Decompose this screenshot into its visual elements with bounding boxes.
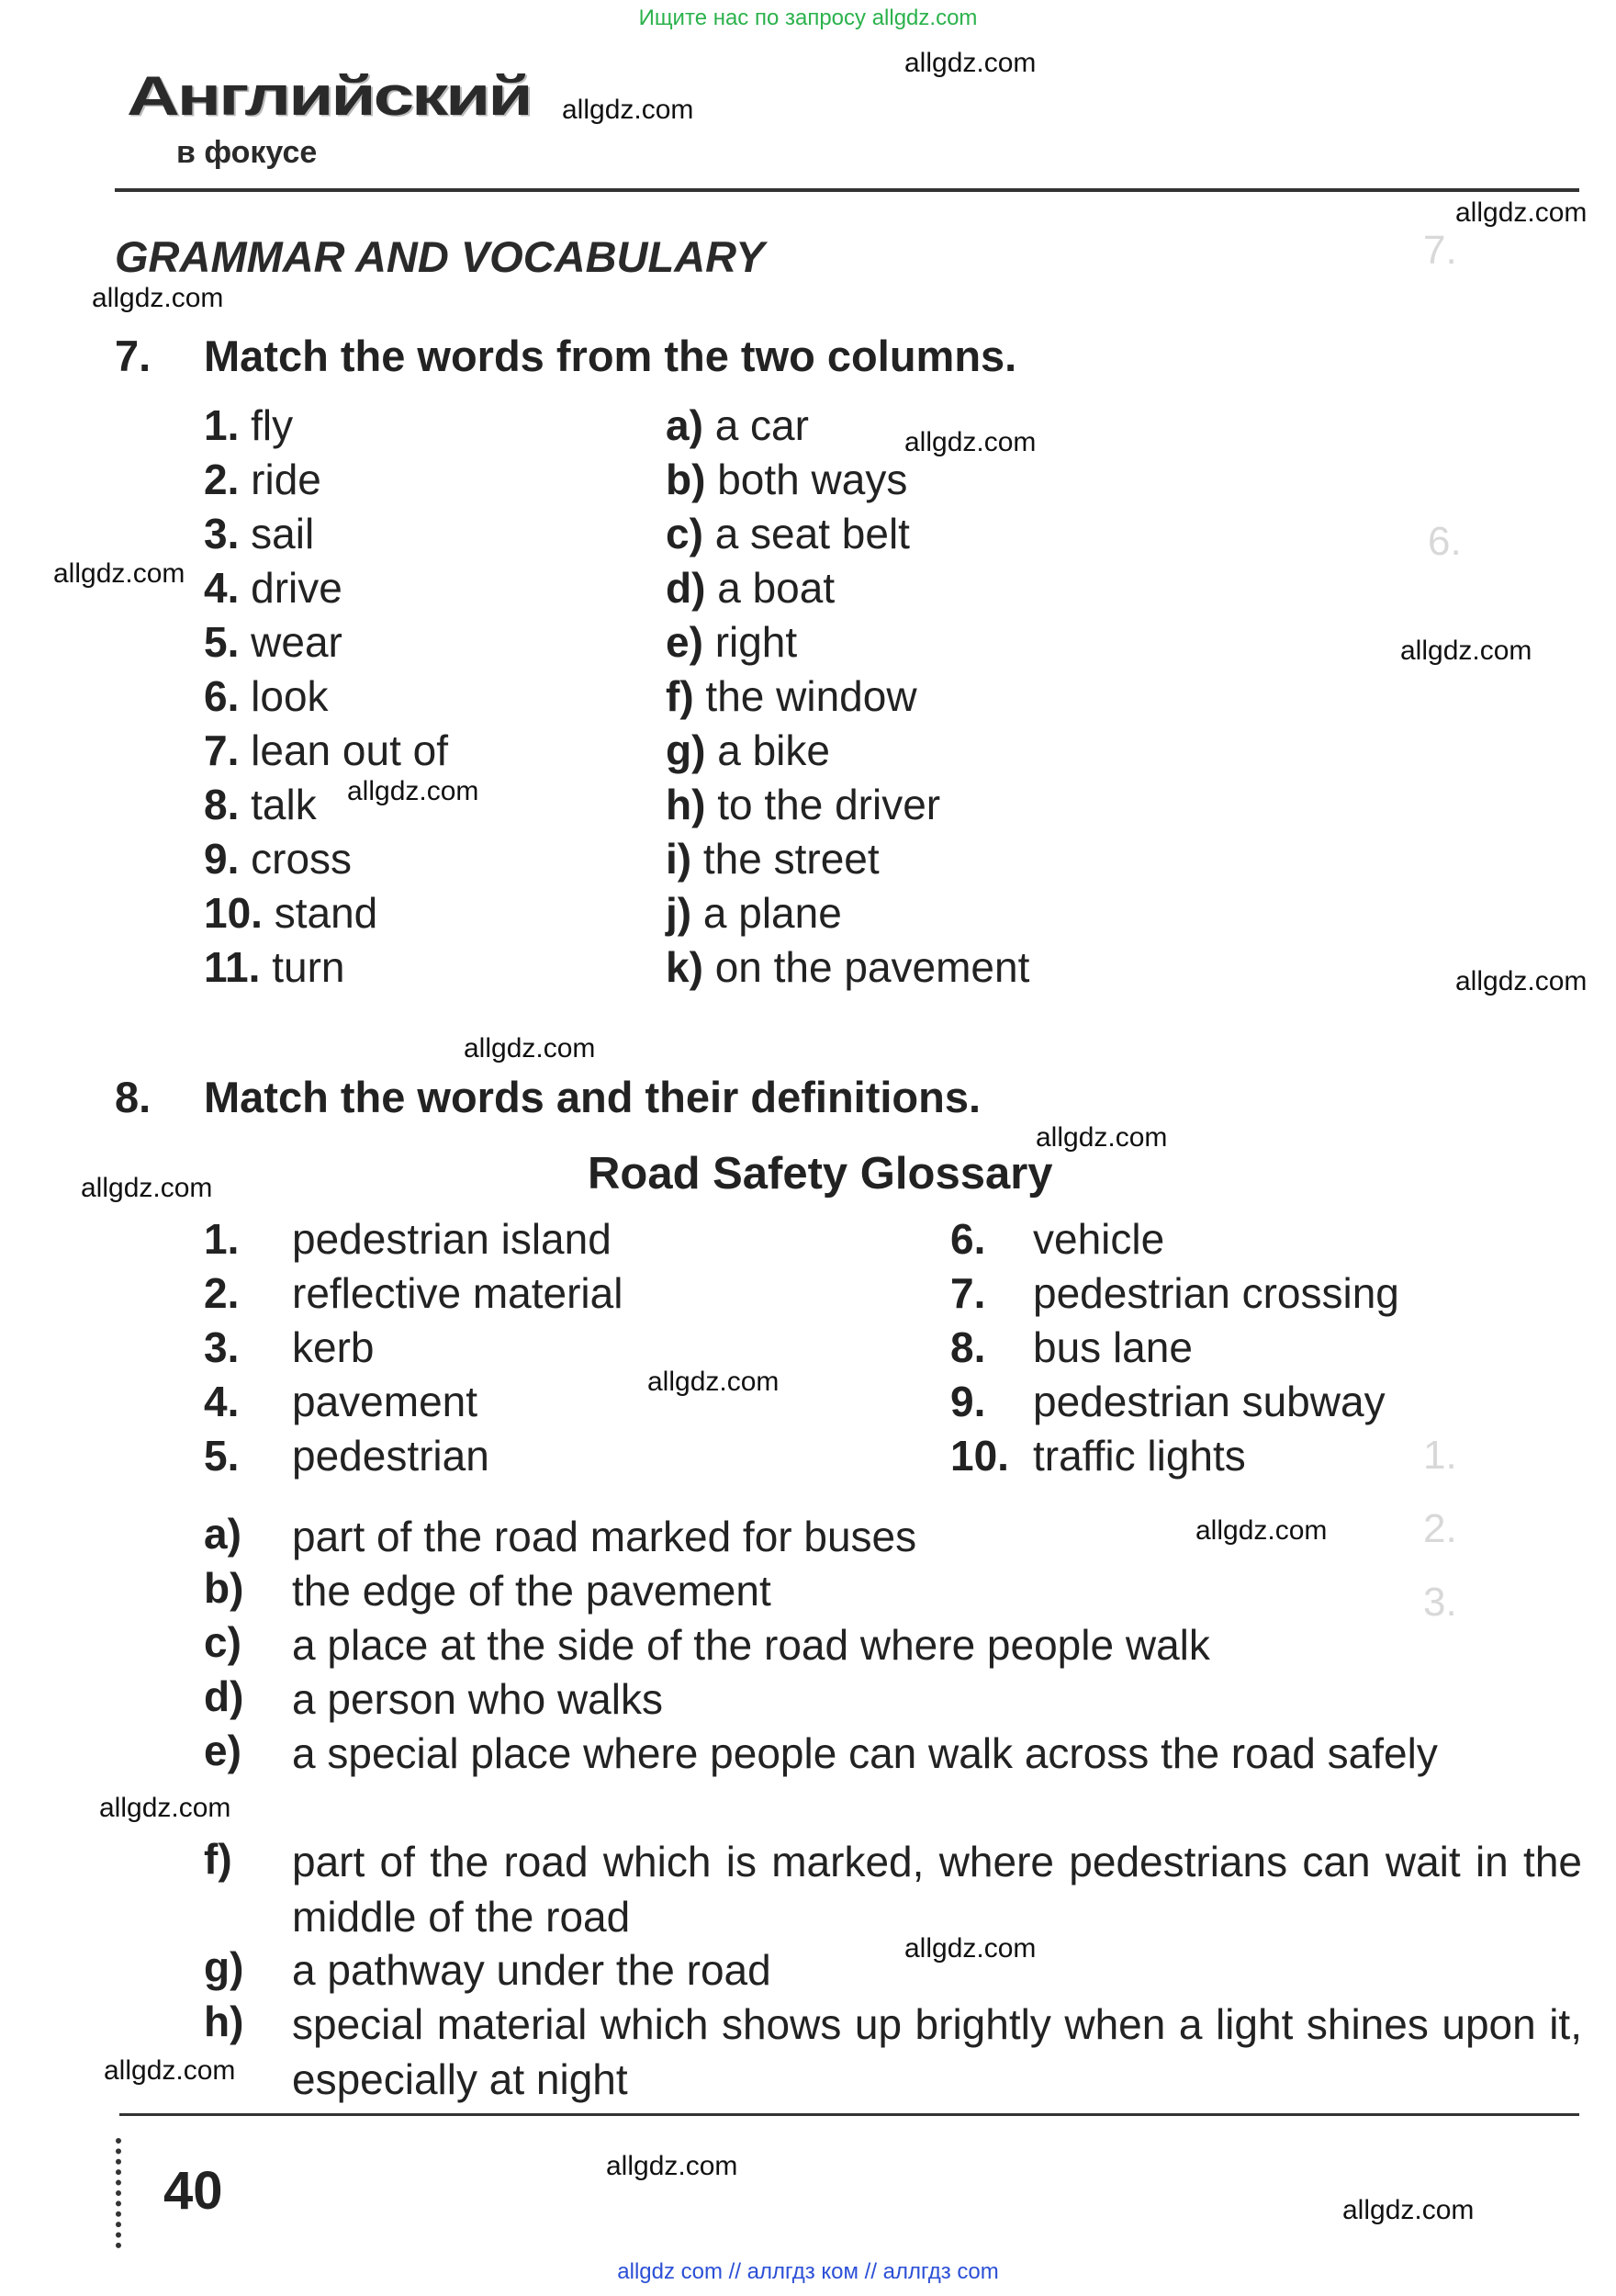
section-title: GRAMMAR AND VOCABULARY xyxy=(115,232,765,281)
match-right-item: d) a boat xyxy=(666,564,836,612)
definition-text: a pathway under the road xyxy=(292,1946,771,1994)
watermark-text: allgdz.com xyxy=(1455,966,1588,996)
glossary-term-text: pedestrian crossing xyxy=(1033,1269,1399,1317)
match-left-item: 5. wear xyxy=(204,618,342,666)
glossary-term: 5. xyxy=(204,1432,240,1480)
watermark-text: allgdz.com xyxy=(1400,636,1532,666)
watermark-text: allgdz.com xyxy=(562,95,694,125)
definition-letter: e) xyxy=(204,1727,241,1774)
definition-letter: g) xyxy=(204,1943,244,1991)
watermark-text: allgdz.com xyxy=(1342,2195,1475,2225)
match-left-item: 4. drive xyxy=(204,564,342,612)
match-left-item: 7. lean out of xyxy=(204,726,448,774)
match-right-item: j) a plane xyxy=(666,889,842,937)
watermark-text: allgdz.com xyxy=(1195,1515,1328,1546)
footer-rule xyxy=(119,2113,1579,2116)
glossary-term: 10. xyxy=(950,1432,1009,1480)
watermark-text: allgdz.com xyxy=(904,48,1037,78)
match-right-item: b) both ways xyxy=(666,456,908,503)
glossary-term: 7. xyxy=(950,1269,986,1317)
exercise-8-number: 8. xyxy=(115,1073,152,1121)
watermark-text: allgdz.com xyxy=(92,283,224,313)
bottom-banner[interactable]: allgdz com // аллгдз ком // аллгдз com xyxy=(617,2259,999,2284)
glossary-term: 8. xyxy=(950,1323,986,1371)
match-left-item: 10. stand xyxy=(204,889,378,937)
logo-subtitle: в фокусе xyxy=(176,135,318,170)
match-right-item: c) a seat belt xyxy=(666,510,910,557)
glossary-term: 3. xyxy=(204,1323,240,1371)
show-through-text: 6. xyxy=(1428,519,1462,564)
footer-dots xyxy=(116,2138,129,2248)
watermark-text: allgdz.com xyxy=(647,1367,780,1397)
watermark-text: allgdz.com xyxy=(904,1933,1037,1964)
watermark-text: allgdz.com xyxy=(347,776,479,806)
match-left-item: 3. sail xyxy=(204,510,315,557)
definition-text: a special place where people can walk across the road safely xyxy=(292,1729,1438,1777)
match-left-item: 8. talk xyxy=(204,781,317,828)
glossary-term-text: pavement xyxy=(292,1378,478,1425)
glossary-term-text: pedestrian subway xyxy=(1033,1378,1386,1425)
watermark-text: allgdz.com xyxy=(1036,1122,1168,1153)
match-left-item: 9. cross xyxy=(204,835,353,883)
match-right-item: g) a bike xyxy=(666,726,830,774)
watermark-text: allgdz.com xyxy=(99,1793,231,1823)
match-right-item: a) a car xyxy=(666,401,809,449)
match-right-item: h) to the driver xyxy=(666,781,941,828)
logo-title: Английский xyxy=(127,64,531,127)
watermark-text: allgdz.com xyxy=(904,427,1037,457)
exercise-7-number: 7. xyxy=(115,332,152,380)
watermark-text: allgdz.com xyxy=(53,558,185,589)
definition-text: a person who walks xyxy=(292,1675,663,1723)
glossary-title: Road Safety Glossary xyxy=(588,1149,1053,1199)
definition-text: part of the road marked for buses xyxy=(292,1513,917,1560)
definition-text: part of the road which is marked, where pedestrians can wait in the middle of the road xyxy=(292,1838,1582,1941)
glossary-term-text: pedestrian xyxy=(292,1432,489,1480)
definition-letter: f) xyxy=(204,1835,232,1883)
match-right-item: k) on the pavement xyxy=(666,943,1030,991)
show-through-text: 3. xyxy=(1423,1580,1457,1625)
definition-letter: d) xyxy=(204,1672,244,1720)
glossary-term: 9. xyxy=(950,1378,986,1425)
watermark-text: allgdz.com xyxy=(81,1173,213,1203)
glossary-term: 6. xyxy=(950,1215,986,1263)
definition-letter: c) xyxy=(204,1618,241,1666)
definition-text: the edge of the pavement xyxy=(292,1567,771,1615)
definition-letter: a) xyxy=(204,1510,241,1558)
watermark-text: allgdz.com xyxy=(104,2055,236,2086)
glossary-term-text: vehicle xyxy=(1033,1215,1165,1263)
match-right-item: e) right xyxy=(666,618,798,666)
match-left-item: 2. ride xyxy=(204,456,321,503)
glossary-term: 4. xyxy=(204,1378,240,1425)
show-through-text: 1. xyxy=(1423,1433,1457,1478)
watermark-text: allgdz.com xyxy=(1455,197,1588,228)
top-banner[interactable]: Ищите нас по запросу allgdz.com xyxy=(638,6,978,30)
match-left-item: 6. look xyxy=(204,672,329,720)
exercise-8-instruction: Match the words and their definitions. xyxy=(204,1073,982,1121)
glossary-term: 2. xyxy=(204,1269,240,1317)
glossary-term-text: traffic lights xyxy=(1033,1432,1246,1480)
exercise-7-instruction: Match the words from the two columns. xyxy=(204,332,1017,380)
definition-text: special material which shows up brightly when a light shines upon it, especially at night xyxy=(292,2000,1582,2103)
glossary-term: 1. xyxy=(204,1215,240,1263)
glossary-term-text: reflective material xyxy=(292,1269,623,1317)
glossary-term-text: kerb xyxy=(292,1323,375,1371)
glossary-term-text: bus lane xyxy=(1033,1323,1193,1371)
header-rule xyxy=(115,188,1579,192)
match-right-item: i) the street xyxy=(666,835,880,883)
page-number: 40 xyxy=(163,2161,223,2221)
match-left-item: 11. turn xyxy=(204,943,345,991)
glossary-term-text: pedestrian island xyxy=(292,1215,612,1263)
match-right-item: f) the window xyxy=(666,672,917,720)
show-through-text: 7. xyxy=(1423,228,1457,273)
show-through-text: 2. xyxy=(1423,1506,1457,1551)
definition-text: a place at the side of the road where people walk xyxy=(292,1621,1210,1669)
match-left-item: 1. fly xyxy=(204,401,294,449)
definition-letter: b) xyxy=(204,1564,244,1612)
definition-letter: h) xyxy=(204,1998,244,2045)
watermark-text: allgdz.com xyxy=(464,1033,596,1064)
watermark-text: allgdz.com xyxy=(606,2151,738,2181)
